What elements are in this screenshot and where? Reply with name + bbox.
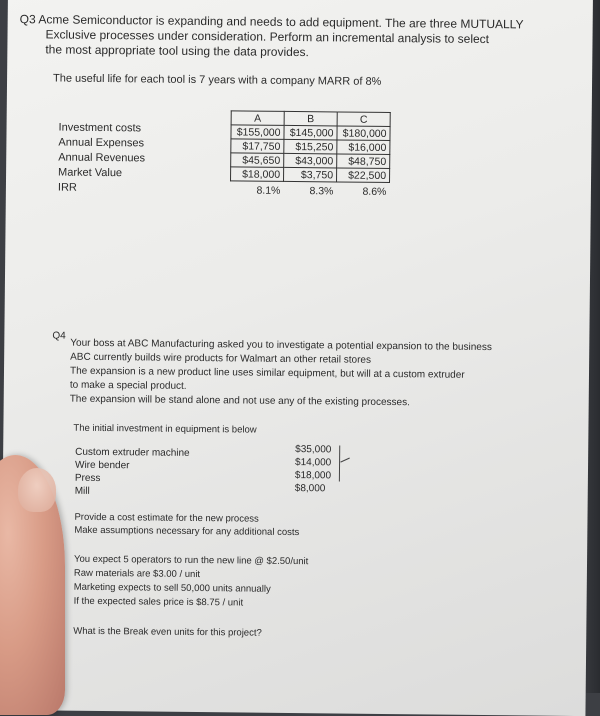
equipment-cost: $8,000 bbox=[294, 483, 326, 495]
table-cell: $155,000 bbox=[231, 125, 284, 140]
row-label-investment: Investment costs bbox=[58, 121, 142, 135]
provide-text-1: Provide a cost estimate for the new process bbox=[74, 511, 259, 525]
equipment-cost: $18,000 bbox=[294, 470, 332, 482]
thumbnail bbox=[18, 468, 56, 512]
assumption-4: If the expected sales price is $8.75 / unit bbox=[73, 595, 244, 609]
irr-value: 8.3% bbox=[309, 184, 334, 197]
provide-text-2: Make assumptions necessary for any additional costs bbox=[74, 524, 300, 539]
equipment-cost: $35,000 bbox=[295, 444, 332, 456]
equipment-name: Wire bender bbox=[74, 459, 130, 472]
row-label-revenues: Annual Revenues bbox=[58, 151, 146, 165]
irr-value: 8.6% bbox=[362, 185, 387, 198]
irr-value: 8.1% bbox=[256, 184, 281, 197]
equipment-name: Press bbox=[74, 472, 101, 484]
table-cell: $43,000 bbox=[284, 153, 337, 168]
useful-life-text: The useful life for each tool is 7 years with a company MARR of 8% bbox=[53, 72, 382, 88]
assumption-3: Marketing expects to sell 50,000 units annually bbox=[73, 581, 271, 595]
q4-line-2: ABC currently builds wire products for Walmart an other retail stores bbox=[70, 351, 372, 366]
q3-line-3: the most appropriate tool using the data provides. bbox=[45, 42, 309, 60]
assumption-1: You expect 5 operators to run the new line @ $2.50/unit bbox=[73, 553, 309, 568]
handwritten-mark bbox=[339, 445, 350, 481]
table-cell: $22,500 bbox=[337, 168, 390, 183]
equipment-name: Mill bbox=[74, 485, 90, 497]
alternatives-table bbox=[230, 110, 391, 198]
q3-line-1: Q3 Acme Semiconductor is expanding and needs to add equipment. The are three MUTUALLY bbox=[19, 12, 524, 32]
column-header-c: C bbox=[337, 112, 390, 127]
q4-line-4: to make a special product. bbox=[69, 379, 187, 392]
table-cell: $15,250 bbox=[284, 139, 337, 154]
equipment-name: Custom extruder machine bbox=[75, 446, 190, 459]
q4-line-5: The expansion will be stand alone and not use any of the existing processes. bbox=[69, 393, 410, 409]
q4-line-1: Your boss at ABC Manufacturing asked you to investigate a potential expansion to the business bbox=[70, 337, 492, 354]
q4-label: Q4 bbox=[52, 330, 66, 342]
irr-row bbox=[230, 181, 389, 198]
table-cell: $3,750 bbox=[284, 167, 337, 182]
equipment-cost: $14,000 bbox=[295, 457, 332, 469]
table-cell: $180,000 bbox=[337, 126, 390, 141]
initial-investment-text: The initial investment in equipment is below bbox=[73, 422, 257, 436]
column-header-b: B bbox=[284, 111, 337, 126]
assumption-2: Raw materials are $3.00 / unit bbox=[73, 567, 201, 581]
table-cell: $18,000 bbox=[231, 167, 284, 182]
table-cell: $16,000 bbox=[337, 140, 390, 155]
table-cell: $48,750 bbox=[337, 154, 390, 169]
q4-line-3: The expansion is a new product line uses similar equipment, but will at a custom extruder bbox=[69, 365, 465, 381]
column-header-a: A bbox=[231, 111, 284, 126]
row-label-expenses: Annual Expenses bbox=[58, 136, 145, 150]
row-label-irr: IRR bbox=[57, 181, 77, 194]
break-even-question: What is the Break even units for this project? bbox=[73, 625, 262, 639]
table-cell: $145,000 bbox=[284, 125, 337, 140]
table-cell: $17,750 bbox=[231, 139, 284, 154]
q3-line-2: Exclusive processes under consideration. Perform an incremental analysis to select bbox=[45, 27, 490, 47]
row-label-market-value: Market Value bbox=[58, 166, 123, 180]
table-cell: $45,650 bbox=[231, 153, 284, 168]
